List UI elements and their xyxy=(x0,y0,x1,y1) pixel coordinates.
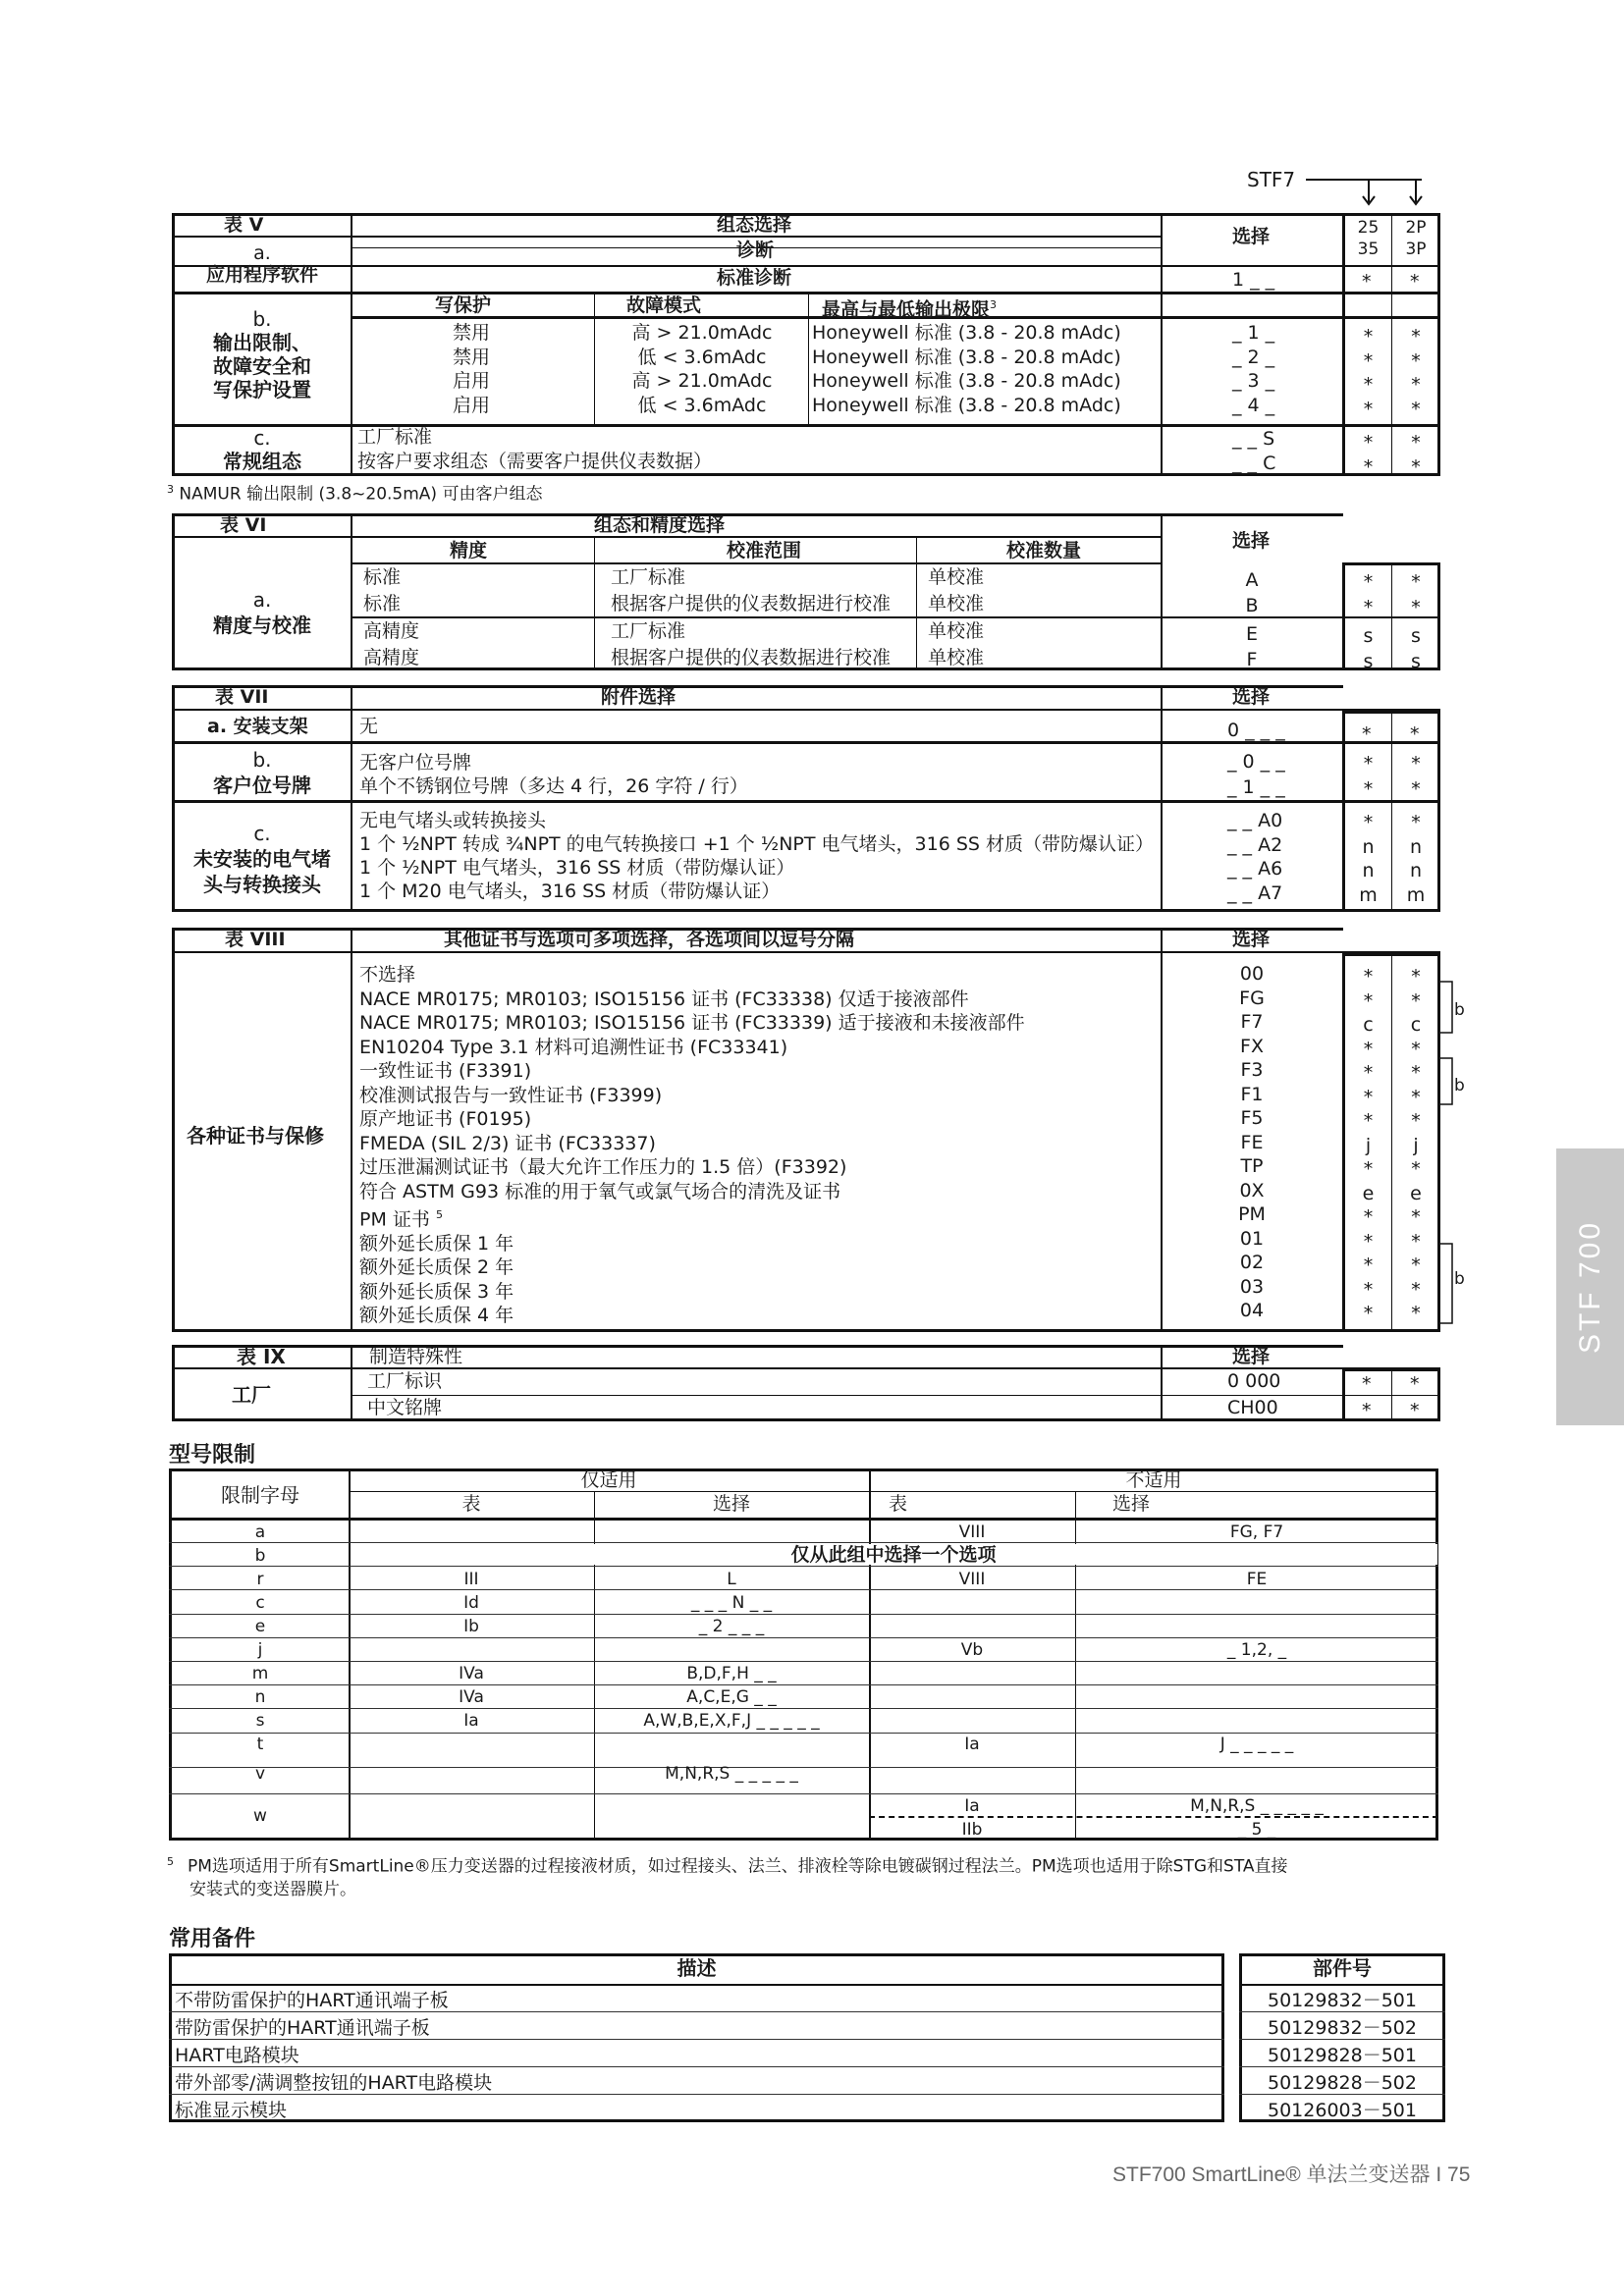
table-v-subtitle: 组态选择 xyxy=(717,214,792,236)
table-v-b-writeprotect-col: 禁用 禁用 启用 启用 xyxy=(452,322,490,416)
restrictions-head-table2: 表 xyxy=(889,1493,908,1515)
table-viii-subtitle: 其他证书与选项可多项选择，各选项间以逗号分隔 xyxy=(444,929,855,950)
restrictions-letter-col: a b r c e j m n s t v xyxy=(251,1522,269,1784)
table-v-b-s1-col: * * * * xyxy=(1363,326,1374,420)
table-vi-a-label: a. 精度与校准 xyxy=(213,588,311,637)
table-vii-b-text-col: 无客户位号牌 单个不锈钢位号牌（多达 4 行，26 字符 / 行） xyxy=(359,752,748,797)
spare-parts-head-desc: 描述 xyxy=(677,1956,717,1980)
table-v-a-s2: * xyxy=(1410,271,1420,293)
side-tab-stf700 xyxy=(1556,1148,1624,1425)
table-vii-subtitle: 附件选择 xyxy=(601,686,677,708)
table-vii-a-select: 0 _ _ _ xyxy=(1227,720,1285,741)
table-vi-title: 表 VI xyxy=(220,514,267,536)
table-v-c-s2-col: * * xyxy=(1411,432,1421,478)
table-viii-label: 各种证书与保修 xyxy=(187,1124,324,1148)
table-vii-a-text: 无 xyxy=(359,716,379,737)
table-v-a-s1: * xyxy=(1362,271,1372,293)
stf7-label: STF7 xyxy=(1247,168,1296,191)
table-vii-b-s1-col: * * xyxy=(1363,753,1374,800)
table-v-b-failmode-col: 高 > 21.0mAdc 低 < 3.6mAdc 高 > 21.0mAdc 低 < 3.6mAdc xyxy=(631,322,773,416)
table-vii-c-select-col: _ _ A0 _ _ A2 _ _ A6 _ _ A7 xyxy=(1227,810,1283,904)
stf7-col2-header: 2P 3P xyxy=(1405,218,1427,259)
table-v-a-select: 1 _ _ xyxy=(1232,269,1275,291)
stf7-col1-header: 25 35 xyxy=(1357,218,1380,259)
table-v-a-row1: 诊断 xyxy=(736,240,775,261)
table-vii-a-label: a. 安装支架 xyxy=(207,716,308,737)
table-vi-acc-col: 标准 标准 高精度 高精度 xyxy=(363,566,420,668)
table-v-b-s2-col: * * * * xyxy=(1411,326,1421,420)
table-v-b-select-col: _ 1 _ _ 2 _ _ 3 _ _ 4 _ xyxy=(1232,322,1275,416)
table-ix-row2-s2: * xyxy=(1410,1400,1420,1421)
table-ix-row1-s2: * xyxy=(1410,1373,1420,1395)
table-viii-select-header: 选择 xyxy=(1232,929,1271,950)
table-v-b-head-failmode: 故障模式 xyxy=(626,294,702,316)
table-vii-a-s2: * xyxy=(1410,723,1420,745)
restrictions-w-table-b: IIb xyxy=(961,1820,983,1840)
table-ix-title: 表 IX xyxy=(237,1345,286,1368)
table-vii-c-s1-col: * n n m xyxy=(1359,812,1378,906)
footnote-5: $^5$ PM选项适用于所有SmartLine®压力变送器的过程接液材质，如过程接头、法兰、排液栓等除电镀碳钢过程法兰。PM选项也适用于除STG和STA直接 安装式的变送器膜片。 xyxy=(167,1855,1288,1899)
restrictions-only-select-col: L _ _ _ N _ _ _ 2 _ _ _ B,D,F,H _ _ A,C,E,G _ _ A,W,B,E,X,F,J _ _ _ _ _ M,N,R,S _ _ _ _ _ xyxy=(643,1570,820,1784)
table-vii-c-label: c. 未安装的电气堵 头与转换接头 xyxy=(193,822,331,896)
table-vi-qty-col: 单校准 单校准 单校准 单校准 xyxy=(928,566,985,668)
table-vii-b-label: b. 客户位号牌 xyxy=(213,748,311,797)
restrictions-only-table-col: III Id Ib IVa IVa Ia xyxy=(459,1570,484,1731)
table-viii-title: 表 VIII xyxy=(225,929,286,950)
table-v-c-select-col: _ _ S _ _ C xyxy=(1232,428,1276,474)
table-v-select-header: 选择 xyxy=(1232,226,1271,247)
restrictions-w-table-a: Ia xyxy=(964,1796,980,1816)
table-v-b-limits-col: Honeywell 标准 (3.8 - 20.8 mAdc) Honeywell 标准 (3.8 - 20.8 mAdc) Honeywell 标准 (3.8 - 20.8 mAdc) Honeywell 标准 (3.8 - 20.8 mAdc) xyxy=(812,322,1121,416)
spare-parts-pn-col: 50129832－501 50129832－502 50129828－501 50129828－502 50126003－501 xyxy=(1268,1990,1417,2121)
page-footer: STF700 SmartLine® 单法兰变送器 I 75 xyxy=(1112,2163,1471,2186)
table-vii-c-s2-col: * n n m xyxy=(1406,812,1426,906)
table-vi-select-header: 选择 xyxy=(1232,530,1271,552)
restrictions-not-table-col: VIII VIII Vb Ia xyxy=(958,1522,986,1754)
table-v-c-text-col: 工厂标准 按客户要求组态（需要客户提供仪表数据） xyxy=(357,426,713,472)
table-v-b-head-limits: 最高与最低输出极限$^3$ xyxy=(822,298,998,321)
restrictions-title: 型号限制 xyxy=(169,1443,256,1468)
bracket-icon xyxy=(1438,972,1478,1364)
table-vii-c-text-col: 无电气堵头或转换接头 1 个 ½NPT 转成 ¾NPT 的电气转换接口 +1 个 ½NPT 电气堵头，316 SS 材质（带防爆认证） 1 个 ½NPT 电气堵头，316 SS 材质（带防爆认证） 1 个 M20 电气堵头，316 SS 材质（带防爆认证） xyxy=(359,810,1154,902)
footnote-3: $^3$ NAMUR 输出限制 (3.8~20.5mA) 可由客户组态 xyxy=(167,483,543,505)
bracket-label-3: b xyxy=(1454,1269,1465,1289)
table-vi-subtitle: 组态和精度选择 xyxy=(594,514,726,536)
table-v-a-row2: 标准诊断 xyxy=(717,267,792,289)
table-vi-s1-col: * * s s xyxy=(1363,571,1374,672)
table-vi-range-col: 工厂标准 根据客户提供的仪表数据进行校准 工厂标准 根据客户提供的仪表数据进行校准 xyxy=(611,566,892,668)
table-vii-b-s2-col: * * xyxy=(1411,753,1421,800)
stf7-arrows-icon xyxy=(1245,167,1441,206)
table-v-b-head-writeprotect: 写保护 xyxy=(435,294,492,316)
table-viii-s2-col: * * c * * * * j * e * * * * * xyxy=(1410,966,1422,1324)
restrictions-head-select: 选择 xyxy=(712,1493,750,1515)
table-ix-select-header: 选择 xyxy=(1232,1346,1271,1367)
table-viii-s1-col: * * c * * * * j * e * * * * * xyxy=(1362,966,1375,1324)
side-tab-label: STF 700 xyxy=(1573,1219,1606,1355)
table-vii-a-s1: * xyxy=(1362,723,1372,745)
restrictions-head-select2: 选择 xyxy=(1112,1493,1151,1515)
table-v-b-label: b. 输出限制、 故障安全和 写保护设置 xyxy=(213,307,311,401)
table-ix-subtitle: 制造特殊性 xyxy=(369,1346,463,1367)
spare-parts-desc-col: 不带防雷保护的HART通讯端子板 带防雷保护的HART通讯端子板 HART电路模块 带外部零/满调整按钮的HART电路模块 标准显示模块 xyxy=(175,1990,493,2121)
table-ix-row1-text: 工厂标识 xyxy=(367,1370,443,1392)
bracket-label-2: b xyxy=(1454,1076,1465,1095)
table-vi-s2-col: * * s s xyxy=(1411,571,1421,672)
table-v-c-s1-col: * * xyxy=(1363,432,1374,478)
table-v-c-label: c. 常规组态 xyxy=(223,426,301,473)
table-viii-text-col: 不选择 NACE MR0175; MR0103; ISO15156 证书 (FC33338) 仅适于接液部件 NACE MR0175; MR0103; ISO15156 证书 (FC33339) 适于接液和未接液部件 EN10204 Type 3.1 材料可追溯性证书 (FC33341) 一致性证书 (F3391) 校准测试报告与一致性证书 (F3399) 原产地证书 (F0195) FMEDA (SIL 2/3) 证书 (FC33337) 过压泄漏测试证书（最大允许工作压力的 1.5 倍）(F3392) 符合 ASTM G93 标准的用于氧气或氯气场合的清洗及证书 PM 证书 $^5$ 额外延长质保 1 年 额外延长质保 2 年 额外延长质保 3 年 额外延长质保 4 年 xyxy=(359,964,1025,1327)
restrictions-b-span: 仅从此组中选择一个选项 xyxy=(790,1544,997,1566)
table-ix-row2-select: CH00 xyxy=(1227,1397,1278,1418)
stf7-header xyxy=(1245,167,1441,206)
table-vi-select-col: A B E F xyxy=(1245,569,1259,670)
restrictions-not-select-col: FG, F7 FE _ 1,2, _ J _ _ _ _ _ xyxy=(1219,1522,1294,1754)
table-ix-row1-s1: * xyxy=(1362,1373,1372,1395)
table-v-a-label: a. 应用程序软件 xyxy=(205,242,318,286)
table-vii-b-select-col: _ 0 _ _ _ 1 _ _ xyxy=(1227,751,1285,798)
table-v-title: 表 V xyxy=(224,214,264,236)
table-viii-select-col: 00 FG F7 FX F3 F1 F5 FE TP 0X PM 01 02 03 04 xyxy=(1238,963,1266,1321)
spare-parts-head-pn: 部件号 xyxy=(1313,1956,1372,1980)
restrictions-w-select-a: M,N,R,S _ _ _ _ _ xyxy=(1190,1796,1324,1816)
table-ix-row2-text: 中文铭牌 xyxy=(367,1397,443,1418)
restrictions-head-letter: 限制字母 xyxy=(221,1483,299,1507)
spare-parts-title: 常用备件 xyxy=(169,1927,256,1951)
table-vi-head-range: 校准范围 xyxy=(727,540,802,561)
table-vii-title: 表 VII xyxy=(215,686,269,708)
table-vi-head-accuracy: 精度 xyxy=(450,540,488,561)
bracket-label-1: b xyxy=(1454,1000,1465,1020)
restrictions-head-only: 仅适用 xyxy=(580,1469,637,1491)
restrictions-w-letter: w xyxy=(253,1806,267,1826)
table-vii-select-header: 选择 xyxy=(1232,686,1271,708)
table-ix-label: 工厂 xyxy=(232,1383,271,1407)
table-ix-row2-s1: * xyxy=(1362,1400,1372,1421)
restrictions-head-not: 不适用 xyxy=(1125,1469,1182,1491)
restrictions-head-table: 表 xyxy=(461,1493,481,1515)
restrictions-w-select-b: _ 5 _ xyxy=(1237,1820,1276,1840)
table-vi-head-qty: 校准数量 xyxy=(1006,540,1082,561)
table-ix-row1-select: 0 000 xyxy=(1227,1370,1281,1392)
